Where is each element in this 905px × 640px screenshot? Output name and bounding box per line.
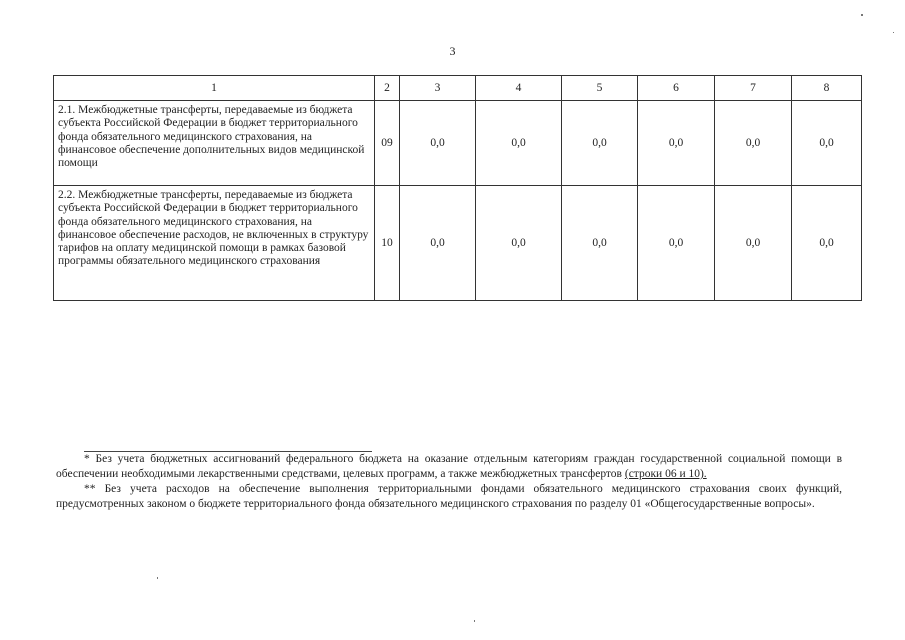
scan-speck [474, 620, 475, 622]
value-cell: 0,0 [400, 101, 476, 186]
budget-table [53, 75, 862, 301]
column-header: 4 [476, 76, 562, 101]
value-cell: 0,0 [638, 101, 715, 186]
footnote-2: ** Без учета расходов на обеспечение выполнения территориальными фондами обязательного медицинского страхования своих функций, предусмотренных законом о бюджете территориального фонда обязательного медицинского страхования по разделу 01 «Общегосударственные вопросы». [56, 483, 842, 510]
scan-speck [861, 14, 863, 16]
value-cell: 0,0 [792, 186, 862, 301]
row-description: 2.1. Межбюджетные трансферты, передаваемые из бюджета субъекта Российской Федерации в бюджет территориального фонда обязательного медицинского страхования, на финансовое обеспечение дополнительных видов медицинской помощи [54, 101, 375, 186]
value-cell: 0,0 [792, 101, 862, 186]
row-code: 09 [375, 101, 400, 186]
table-row [54, 101, 862, 186]
row-code: 10 [375, 186, 400, 301]
row-description: 2.2. Межбюджетные трансферты, передаваемые из бюджета субъекта Российской Федерации в бюджет территориального фонда обязательного медицинского страхования, на финансовое обеспечение расходов, не включенных в структуру тарифов на оплату медицинской помощи в рамках базовой программы обязательного медицинского страхования [54, 186, 375, 301]
value-cell: 0,0 [715, 101, 792, 186]
column-header: 3 [400, 76, 476, 101]
value-cell: 0,0 [562, 186, 638, 301]
value-cell: 0,0 [715, 186, 792, 301]
value-cell: 0,0 [476, 186, 562, 301]
value-cell: 0,0 [638, 186, 715, 301]
scan-speck [893, 32, 894, 33]
column-header: 8 [792, 76, 862, 101]
value-cell: 0,0 [562, 101, 638, 186]
value-cell: 0,0 [400, 186, 476, 301]
footnote-1 [56, 452, 842, 482]
footnotes [56, 451, 842, 512]
scan-speck [157, 577, 158, 579]
footnote-1-text: * Без учета бюджетных ассигнований федерального бюджета на оказание отдельным категориям граждан государственной социальной помощи в обеспечении необходимыми лекарственными средствами, целевых программ, а также межбюджетных трансфертов [56, 453, 842, 480]
column-header: 2 [375, 76, 400, 101]
column-header: 1 [54, 76, 375, 101]
column-header: 7 [715, 76, 792, 101]
table-row [54, 186, 862, 301]
column-header: 5 [562, 76, 638, 101]
column-header: 6 [638, 76, 715, 101]
page-number: 3 [449, 44, 456, 58]
footnote-1-underlined: (строки 06 и 10). [624, 468, 707, 480]
table-header-row [54, 76, 862, 101]
value-cell: 0,0 [476, 101, 562, 186]
